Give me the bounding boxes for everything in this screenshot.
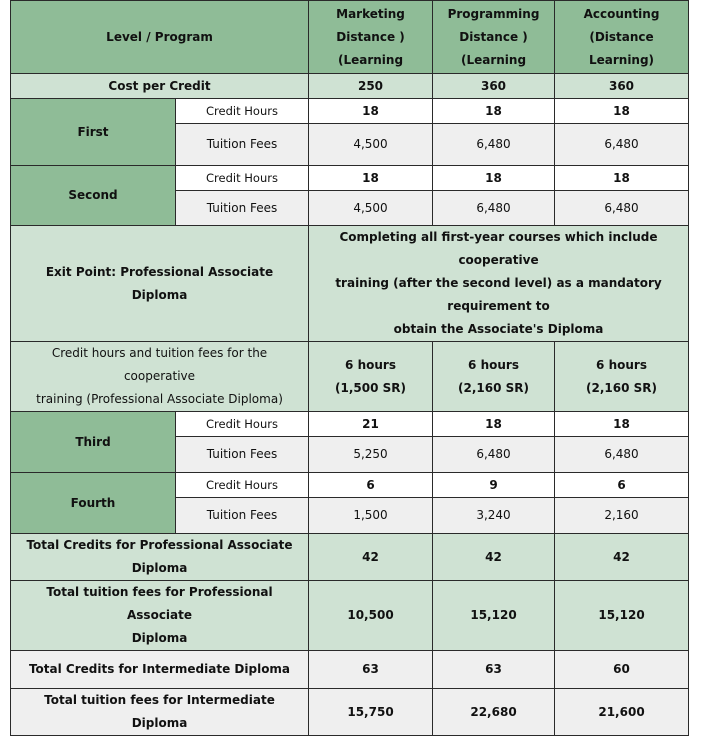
coop-value — [309, 342, 433, 412]
tuition-fees-value: 6,480 — [433, 437, 555, 473]
program-header-marketing — [309, 1, 433, 74]
credit-hours-label: Credit Hours — [176, 99, 309, 124]
level-program-header: Level / Program — [11, 1, 309, 74]
coop-fees: (1,500 SR) — [335, 380, 407, 395]
total-value: 42 — [555, 534, 689, 581]
program-header-line: Marketing — [336, 6, 405, 21]
level-credit-row — [11, 166, 689, 191]
credit-hours-value: 18 — [555, 99, 689, 124]
coop-hours: 6 hours — [345, 357, 396, 372]
tuition-fees-value: 3,240 — [433, 498, 555, 534]
total-label: Total Credits for Intermediate Diploma — [11, 651, 309, 689]
cost-per-credit-label: Cost per Credit — [11, 74, 309, 99]
tuition-fees-label: Tuition Fees — [176, 191, 309, 226]
tuition-fees-value: 2,160 — [555, 498, 689, 534]
coop-label-line: Credit hours and tuition fees for the cooperative — [51, 346, 268, 383]
credit-hours-label: Credit Hours — [176, 412, 309, 437]
total-label — [11, 581, 309, 651]
program-header-line: (Distance Learning) — [588, 29, 655, 67]
tuition-fees-value: 6,480 — [555, 124, 689, 166]
total-row — [11, 689, 689, 736]
program-header-line: Accounting — [583, 6, 660, 21]
cost-value: 360 — [555, 74, 689, 99]
total-value: 10,500 — [309, 581, 433, 651]
total-value: 15,750 — [309, 689, 433, 736]
exit-point-description — [309, 226, 689, 342]
credit-hours-value: 18 — [555, 166, 689, 191]
program-header-line: (Learning — [337, 52, 404, 67]
program-header-programming — [433, 1, 555, 74]
total-value: 60 — [555, 651, 689, 689]
coop-value — [555, 342, 689, 412]
credit-hours-label: Credit Hours — [176, 473, 309, 498]
coop-label-line: training (Professional Associate Diploma) — [36, 392, 283, 406]
credit-hours-value: 18 — [433, 99, 555, 124]
exit-point-line: Completing all first-year courses which include cooperative — [339, 230, 658, 267]
tuition-fees-label: Tuition Fees — [176, 437, 309, 473]
header-row — [11, 1, 689, 74]
credit-hours-value: 18 — [433, 412, 555, 437]
tuition-fees-value: 4,500 — [309, 191, 433, 226]
tuition-fees-value: 1,500 — [309, 498, 433, 534]
exit-point-row — [11, 226, 689, 342]
total-label-line: Diploma — [131, 631, 188, 645]
program-header-line: (Learning — [460, 52, 527, 67]
coop-row — [11, 342, 689, 412]
total-value: 22,680 — [433, 689, 555, 736]
tuition-fees-value: 4,500 — [309, 124, 433, 166]
total-label: Total tuition fees for Intermediate Diploma — [11, 689, 309, 736]
credit-hours-value: 21 — [309, 412, 433, 437]
cost-value: 360 — [433, 74, 555, 99]
coop-hours: 6 hours — [468, 357, 519, 372]
credit-hours-value: 18 — [309, 166, 433, 191]
credit-hours-value: 18 — [433, 166, 555, 191]
total-row — [11, 581, 689, 651]
credit-hours-label: Credit Hours — [176, 166, 309, 191]
total-row — [11, 651, 689, 689]
level-credit-row — [11, 473, 689, 498]
coop-label — [11, 342, 309, 412]
level-name-second: Second — [11, 166, 176, 226]
level-name-first: First — [11, 99, 176, 166]
total-value: 42 — [433, 534, 555, 581]
level-credit-row — [11, 412, 689, 437]
program-header-line: Programming — [447, 6, 540, 21]
tuition-fees-value: 6,480 — [433, 191, 555, 226]
total-value: 15,120 — [433, 581, 555, 651]
total-row — [11, 534, 689, 581]
level-name-fourth: Fourth — [11, 473, 176, 534]
total-value: 63 — [309, 651, 433, 689]
credit-hours-value: 18 — [555, 412, 689, 437]
level-credit-row — [11, 99, 689, 124]
exit-point-line: obtain the Associate's Diploma — [393, 322, 604, 336]
credit-hours-value: 6 — [309, 473, 433, 498]
credit-hours-value: 6 — [555, 473, 689, 498]
exit-point-line: training (after the second level) as a mandatory requirement to — [335, 276, 662, 313]
level-name-third: Third — [11, 412, 176, 473]
cost-value: 250 — [309, 74, 433, 99]
total-value: 42 — [309, 534, 433, 581]
coop-value — [433, 342, 555, 412]
program-header-line: Distance ) — [336, 29, 405, 44]
total-label-line: Total tuition fees for Professional Associate — [46, 585, 273, 622]
tuition-fees-value: 6,480 — [555, 437, 689, 473]
tuition-fees-value: 6,480 — [555, 191, 689, 226]
program-header-line: Distance ) — [459, 29, 528, 44]
tuition-fees-label: Tuition Fees — [176, 124, 309, 166]
cost-per-credit-row — [11, 74, 689, 99]
coop-fees: (2,160 SR) — [586, 380, 658, 395]
total-value: 21,600 — [555, 689, 689, 736]
credit-hours-value: 18 — [309, 99, 433, 124]
program-header-accounting — [555, 1, 689, 74]
total-value: 15,120 — [555, 581, 689, 651]
tuition-fees-label: Tuition Fees — [176, 498, 309, 534]
total-label: Total Credits for Professional Associate Diploma — [11, 534, 309, 581]
tuition-fees-value: 6,480 — [433, 124, 555, 166]
tuition-fees-value: 5,250 — [309, 437, 433, 473]
tuition-table — [10, 0, 689, 736]
coop-fees: (2,160 SR) — [458, 380, 530, 395]
exit-point-label: Exit Point: Professional Associate Diploma — [11, 226, 309, 342]
credit-hours-value: 9 — [433, 473, 555, 498]
coop-hours: 6 hours — [596, 357, 647, 372]
total-value: 63 — [433, 651, 555, 689]
